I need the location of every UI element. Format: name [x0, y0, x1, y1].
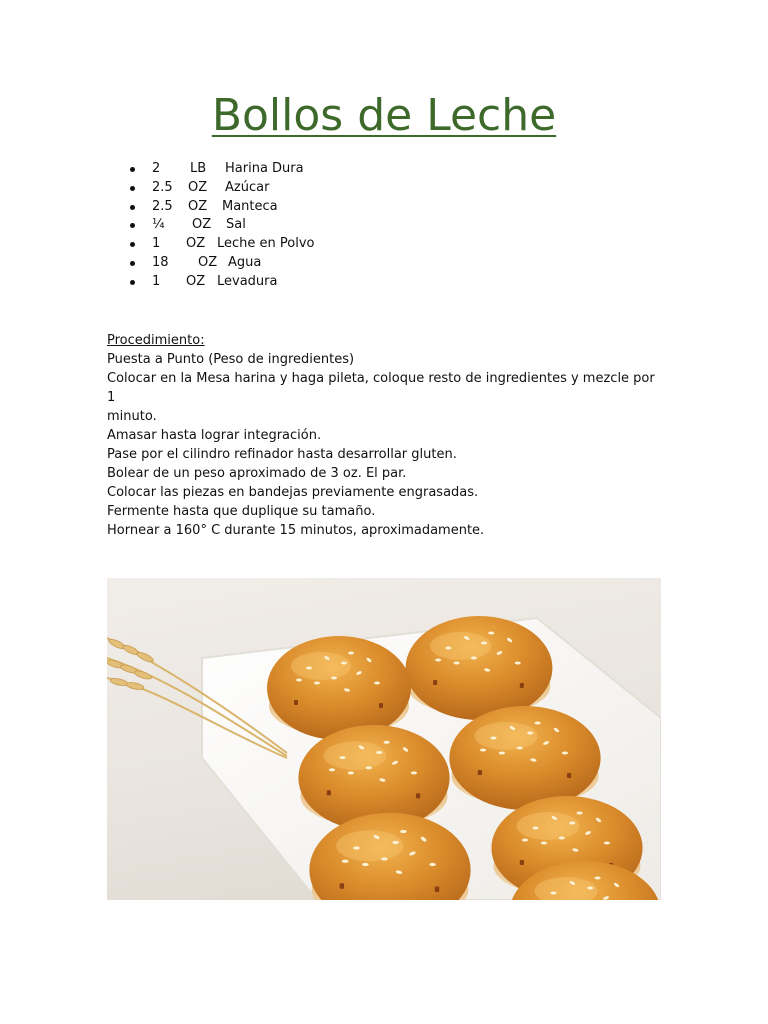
ingredient-qty: 2.5 — [152, 198, 173, 214]
procedure-step: Colocar las piezas en bandejas previamente engrasadas. — [107, 485, 479, 500]
ingredient-unit: OZ — [198, 254, 218, 270]
ingredient-qty: 18 — [152, 254, 169, 270]
procedure-step: minuto. — [107, 409, 157, 424]
bread-roll — [449, 706, 600, 810]
procedure-step: Fermente hasta que duplique su tamaño. — [107, 504, 376, 519]
bullet-icon — [130, 261, 135, 266]
bullet-icon — [130, 242, 135, 247]
ingredient-unit: OZ — [188, 198, 208, 214]
procedure-step: Pase por el cilindro refinador hasta desarrollar gluten. — [107, 447, 457, 462]
procedure-step: Hornear a 160° C durante 15 minutos, aproximadamente. — [107, 523, 485, 538]
bullet-icon — [130, 280, 135, 285]
bullet-icon — [130, 223, 135, 228]
bullet-icon — [130, 205, 135, 210]
bread-rolls-photo — [107, 578, 661, 900]
procedure-step: Puesta a Punto (Peso de ingredientes) — [107, 352, 355, 367]
bullet-icon — [130, 186, 135, 191]
procedure-step: Amasar hasta lograr integración. — [107, 428, 322, 443]
wheat-head — [107, 637, 154, 690]
ingredient-unit: OZ — [192, 217, 212, 233]
bread-roll — [267, 636, 411, 740]
ingredient-unit: OZ — [188, 179, 208, 195]
ingredient-qty: 1 — [152, 236, 161, 252]
procedure-heading: Procedimiento: — [107, 333, 205, 348]
ingredient-unit: OZ — [186, 236, 206, 252]
bread-roll — [406, 616, 553, 720]
document-title: Bollos de Leche — [211, 90, 557, 141]
bullet-icon — [130, 167, 135, 172]
ingredient-name: Harina Dura — [225, 161, 304, 176]
ingredient-qty: 2.5 — [152, 179, 173, 195]
ingredient-unit: LB — [190, 161, 207, 176]
ingredient-name: Sal — [226, 217, 246, 233]
ingredient-qty: 1 — [152, 273, 161, 289]
procedure-section — [107, 331, 667, 540]
ingredient-name: Azúcar — [225, 179, 270, 195]
ingredient-name: Manteca — [222, 198, 278, 214]
procedure-step: Colocar en la Mesa harina y haga pileta, coloque resto de ingredientes y mezcle por 1 — [107, 371, 655, 405]
ingredient-qty: 2 — [152, 161, 161, 176]
ingredient-name: Leche en Polvo — [217, 236, 315, 252]
ingredient-unit: OZ — [186, 273, 206, 289]
ingredient-name: Agua — [228, 254, 262, 270]
procedure-step: Bolear de un peso aproximado de 3 oz. El par. — [107, 466, 407, 481]
ingredient-name: Levadura — [217, 273, 278, 289]
ingredient-qty: ¼ — [152, 217, 165, 233]
